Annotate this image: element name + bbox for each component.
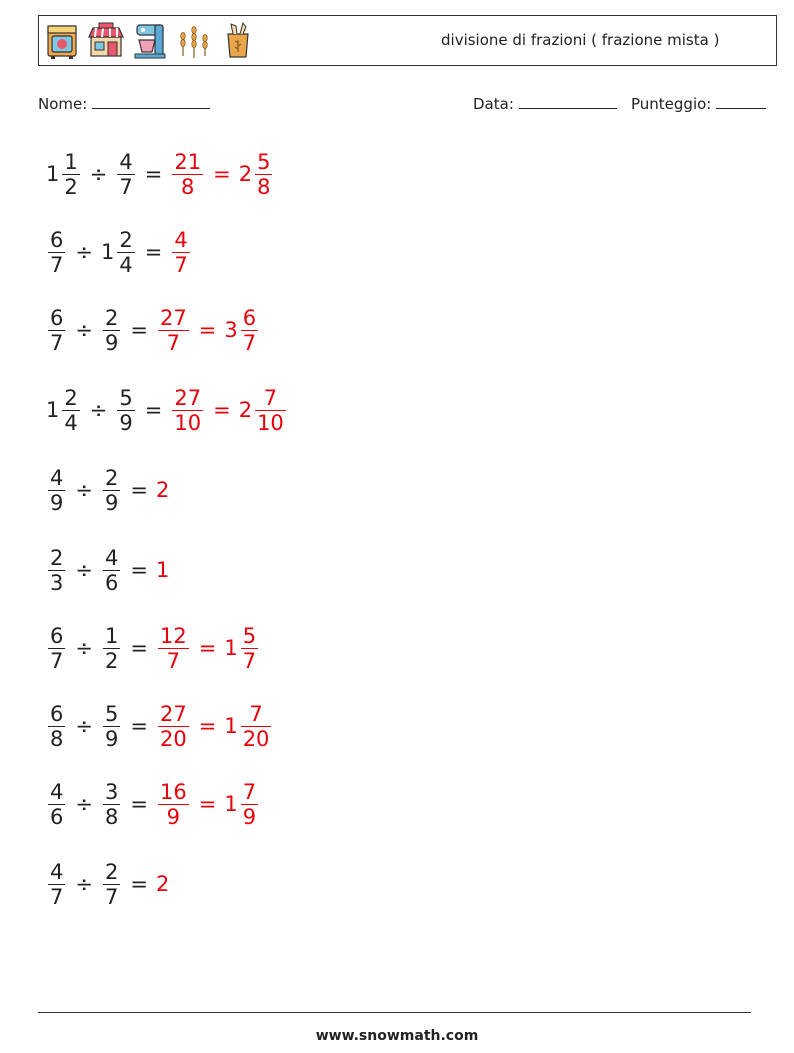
dividend-fraction [48,546,65,595]
dividend-fraction [48,466,65,515]
divide-sign: ÷ [75,872,93,896]
dividend-fraction [48,306,65,355]
problem-row [46,150,274,199]
dividend-fraction-numerator: 4 [50,466,64,490]
footer-site: www.snowmath.com [315,1028,479,1044]
answer-equals-sign: = [198,636,217,660]
dividend-fraction-denominator: 7 [50,253,64,277]
answer-mixed-fraction-denominator: 7 [242,649,257,673]
answer-improper-fraction-denominator: 7 [166,649,181,673]
date-field[interactable] [473,94,617,113]
answer-mixed-whole: 1 [224,636,238,660]
divisor-whole: 1 [100,240,115,264]
divisor-fraction-numerator: 4 [104,546,119,570]
answer-integer: 2 [155,872,170,896]
date-label: Data: [473,95,514,113]
divide-sign: ÷ [75,240,93,264]
name-field[interactable] [38,94,210,113]
divisor-fraction [103,702,120,751]
dividend-fraction [62,150,79,199]
equals-sign: = [130,478,148,502]
answer-improper-fraction-denominator: 20 [159,727,187,751]
answer-mixed-fraction-denominator: 7 [242,331,257,355]
answer-mixed-fraction-numerator: 5 [242,624,257,648]
dividend-fraction-denominator: 9 [50,491,64,515]
equals-sign: = [130,714,148,738]
divisor-fraction-denominator: 7 [119,175,133,199]
divisor-fraction [103,466,120,515]
answer-improper-fraction-numerator: 27 [159,702,187,726]
answer-mixed-fraction-numerator: 7 [242,780,257,804]
equals-sign: = [130,558,148,582]
problem-row [46,702,273,751]
divisor-fraction [103,780,120,829]
divisor-fraction [103,546,120,595]
divisor-fraction-denominator: 9 [104,491,119,515]
divisor-fraction-numerator: 2 [104,466,119,490]
answer-mixed-fraction [241,624,258,673]
dividend-fraction-denominator: 8 [50,727,64,751]
answer-mixed-fraction-denominator: 20 [242,727,270,751]
answer-mixed-fraction-denominator: 9 [242,805,257,829]
name-blank[interactable] [92,94,210,109]
dividend-fraction-denominator: 2 [64,175,78,199]
equals-sign: = [130,318,148,342]
answer-improper-fraction [172,228,189,277]
answer-equals-sign: = [198,714,217,738]
divisor-fraction-denominator: 9 [119,411,133,435]
divide-sign: ÷ [75,478,93,502]
divisor-fraction [117,228,134,277]
divide-sign: ÷ [75,558,93,582]
divisor-fraction-denominator: 9 [104,331,119,355]
divisor-fraction-denominator: 9 [104,727,119,751]
divisor-fraction-denominator: 7 [104,885,119,909]
divisor-fraction-numerator: 5 [104,702,119,726]
answer-mixed-fraction-numerator: 7 [263,386,278,410]
dividend-fraction [62,386,79,435]
equals-sign: = [144,240,163,264]
answer-mixed-fraction [241,780,258,829]
dividend-fraction-denominator: 7 [50,649,64,673]
dividend-fraction-numerator: 6 [50,702,64,726]
answer-improper-fraction [158,702,189,751]
divisor-fraction [117,386,134,435]
answer-equals-sign: = [213,398,231,422]
dividend-fraction [48,624,65,673]
answer-improper-fraction [172,386,203,435]
dividend-fraction-denominator: 6 [50,805,64,829]
divisor-fraction-numerator: 1 [104,624,119,648]
dividend-fraction-denominator: 7 [50,885,64,909]
oven-icon [45,22,79,60]
problem-row [46,624,260,673]
dividend-fraction [48,702,65,751]
dividend-fraction [48,780,65,829]
answer-mixed-fraction-denominator: 8 [257,175,271,199]
dividend-fraction-numerator: 4 [50,780,64,804]
divisor-fraction [103,860,120,909]
divisor-fraction-numerator: 2 [104,306,119,330]
equals-sign: = [130,872,148,896]
dividend-fraction-numerator: 2 [64,386,78,410]
divide-sign: ÷ [75,636,93,660]
divide-sign: ÷ [89,162,108,186]
dividend-whole: 1 [46,162,60,186]
score-label: Punteggio: [631,95,712,113]
answer-mixed-fraction [241,702,272,751]
divisor-fraction-denominator: 6 [104,571,119,595]
divisor-fraction-numerator: 2 [104,860,119,884]
dividend-whole: 1 [46,398,60,422]
answer-mixed-fraction [255,386,286,435]
problem-row [46,306,260,355]
name-label: Nome: [38,95,88,113]
divisor-fraction-denominator: 2 [104,649,119,673]
answer-improper-fraction [172,150,203,199]
shop-icon [87,22,125,60]
dividend-fraction-denominator: 4 [64,411,78,435]
dividend-fraction [48,228,65,277]
divisor-fraction [103,624,120,673]
answer-mixed-fraction [241,306,258,355]
problem-row [46,386,288,435]
answer-improper-fraction-denominator: 10 [174,411,202,435]
answer-mixed-whole: 1 [224,792,238,816]
dividend-fraction-numerator: 4 [50,860,64,884]
answer-improper-fraction-denominator: 9 [166,805,181,829]
answer-mixed-whole: 2 [238,398,253,422]
answer-mixed-whole: 3 [224,318,238,342]
divide-sign: ÷ [89,398,108,422]
divisor-fraction-numerator: 2 [119,228,133,252]
dividend-fraction-numerator: 2 [50,546,64,570]
answer-improper-fraction-numerator: 4 [174,228,188,252]
problem-row [46,546,169,595]
divide-sign: ÷ [75,792,93,816]
score-blank[interactable] [716,94,766,109]
problem-row [46,860,169,909]
answer-mixed-fraction-numerator: 7 [249,702,263,726]
equals-sign: = [144,398,163,422]
answer-equals-sign: = [198,318,217,342]
answer-mixed-fraction-denominator: 10 [257,411,284,435]
page-title: divisione di frazioni ( frazione mista ) [441,31,720,49]
problem-row [46,466,169,515]
divisor-fraction [117,150,134,199]
answer-mixed-whole: 2 [238,162,253,186]
equals-sign: = [130,636,148,660]
answer-improper-fraction-numerator: 27 [159,306,187,330]
answer-mixed-whole: 1 [224,714,238,738]
problem-row [46,780,260,829]
footer-divider [38,1012,751,1013]
divisor-fraction [103,306,120,355]
dividend-fraction-numerator: 6 [50,624,64,648]
answer-equals-sign: = [213,162,231,186]
divisor-fraction-numerator: 5 [119,386,133,410]
dividend-fraction-denominator: 7 [50,331,64,355]
answer-equals-sign: = [198,792,217,816]
divisor-fraction-denominator: 8 [104,805,119,829]
answer-mixed-fraction [255,150,272,199]
answer-improper-fraction-numerator: 21 [174,150,202,174]
answer-mixed-fraction-numerator: 5 [257,150,271,174]
header-icons [45,21,255,61]
score-field[interactable] [631,94,766,113]
divisor-fraction-numerator: 3 [104,780,119,804]
answer-integer: 1 [155,558,170,582]
divisor-fraction-denominator: 4 [119,253,133,277]
answer-improper-fraction-numerator: 12 [159,624,187,648]
answer-improper-fraction [158,780,189,829]
answer-improper-fraction [158,306,189,355]
divide-sign: ÷ [75,714,93,738]
problem-row [46,228,192,277]
bread-bag-icon [221,22,255,60]
date-blank[interactable] [519,94,617,109]
answer-improper-fraction-numerator: 16 [159,780,187,804]
answer-improper-fraction [158,624,189,673]
divide-sign: ÷ [75,318,93,342]
answer-improper-fraction-denominator: 7 [166,331,181,355]
dividend-fraction [48,860,65,909]
equals-sign: = [130,792,148,816]
dividend-fraction-numerator: 6 [50,228,64,252]
answer-improper-fraction-numerator: 27 [174,386,202,410]
dividend-fraction-numerator: 6 [50,306,64,330]
answer-integer: 2 [155,478,170,502]
dividend-fraction-numerator: 1 [64,150,78,174]
answer-improper-fraction-denominator: 7 [174,253,188,277]
dividend-fraction-denominator: 3 [50,571,64,595]
mixer-icon [133,22,167,60]
header-box [38,15,777,66]
wheat-icon [175,22,213,60]
answer-improper-fraction-denominator: 8 [181,175,195,199]
equals-sign: = [144,162,163,186]
divisor-fraction-numerator: 4 [119,150,133,174]
answer-mixed-fraction-numerator: 6 [242,306,257,330]
